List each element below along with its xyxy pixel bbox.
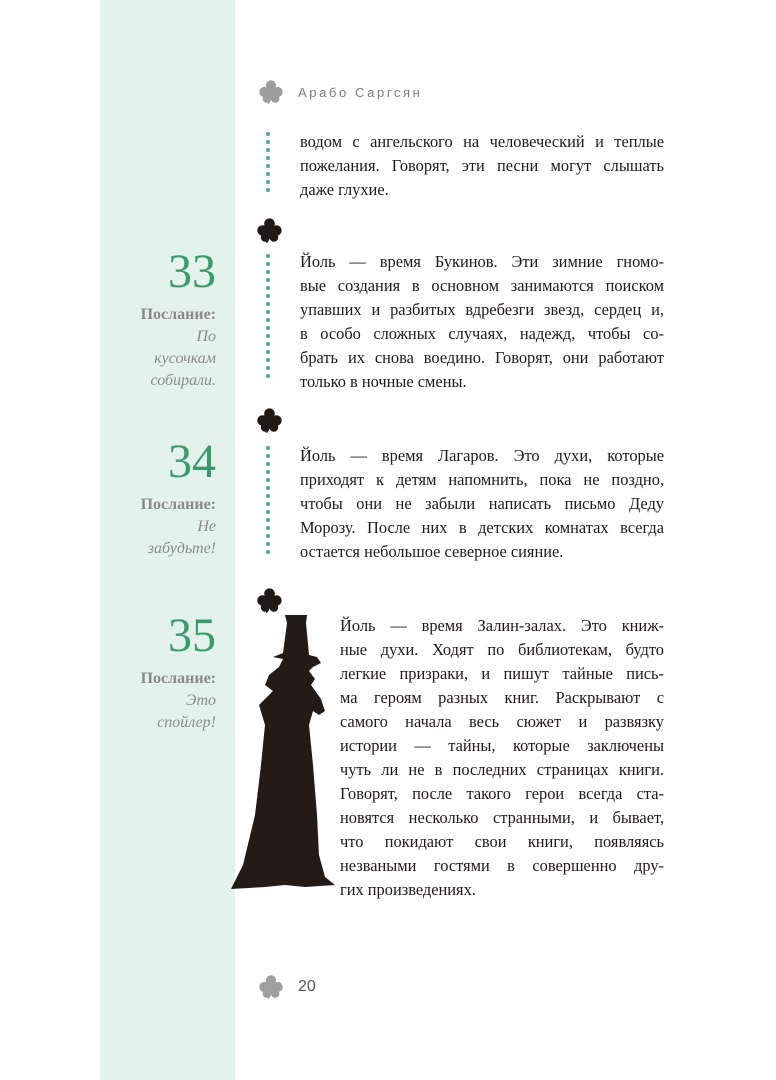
top-hat-spirit-silhouette bbox=[225, 615, 335, 890]
continuation-paragraph bbox=[300, 130, 664, 202]
entry-paragraph bbox=[300, 444, 664, 564]
text-line: брать их снова воедино. Говорят, они работают bbox=[300, 348, 664, 367]
text-line: легкие призраки, и пишут тайные пись- bbox=[340, 664, 664, 683]
author-name: Арабо Саргсян bbox=[298, 84, 423, 100]
page-number: 20 bbox=[298, 978, 316, 995]
message-text: Не bbox=[197, 518, 216, 535]
entry-paragraph bbox=[300, 250, 664, 394]
text-line: Йоль — время Залин-залах. Это книж- bbox=[340, 616, 664, 635]
text-line: даже глухие. bbox=[300, 180, 389, 199]
clover-icon bbox=[258, 80, 284, 104]
entry-message bbox=[106, 304, 216, 392]
entry-number: 35 bbox=[168, 609, 216, 662]
text-line: чтобы они не забыли написать письмо Деду bbox=[300, 494, 664, 513]
text-line: Йоль — время Букинов. Эти зимние гномо- bbox=[300, 252, 664, 271]
text-line: Йоль — время Лагаров. Это духи, которые bbox=[300, 446, 664, 465]
text-line: ные духи. Ходят по библиотекам, будто bbox=[340, 640, 664, 659]
entry-message bbox=[106, 494, 216, 560]
message-text: кусочкам bbox=[154, 350, 216, 367]
text-line: что покидают свои книги, появляясь bbox=[340, 832, 664, 851]
text-line: пожелания. Говорят, эти песни могут слышать bbox=[300, 156, 664, 175]
dotted-rule bbox=[266, 254, 270, 382]
text-line: Говорят, после такого герои всегда ста- bbox=[340, 784, 664, 803]
text-line: упавших и разбитых вдребезги звезд, сердец и, bbox=[300, 300, 664, 319]
message-text: Это bbox=[185, 692, 216, 709]
dotted-rule bbox=[266, 446, 270, 558]
text-line: только в ночные смены. bbox=[300, 372, 467, 391]
clover-icon bbox=[256, 588, 283, 613]
clover-icon bbox=[256, 408, 283, 433]
entry-number: 34 bbox=[168, 435, 216, 488]
text-line: остается небольшое северное сияние. bbox=[300, 542, 564, 561]
message-label: Послание: bbox=[140, 306, 216, 323]
text-line: чуть ли не в последних страницах книги. bbox=[340, 760, 664, 779]
text-line: новятся несколько странными, и бывает, bbox=[340, 808, 664, 827]
message-text: собирали. bbox=[150, 372, 216, 389]
entry-paragraph bbox=[340, 614, 664, 902]
message-label: Послание: bbox=[140, 496, 216, 513]
text-line: вые создания в основном занимаются поиском bbox=[300, 276, 664, 295]
text-line: водом с ангельского на человеческий и теплые bbox=[300, 132, 664, 151]
page-footer bbox=[258, 975, 316, 999]
running-header bbox=[258, 80, 422, 104]
clover-icon bbox=[256, 218, 283, 243]
message-text: спойлер! bbox=[157, 714, 216, 731]
clover-icon bbox=[258, 975, 284, 999]
text-line: Морозу. После них в детских комнатах всегда bbox=[300, 518, 664, 537]
text-line: истории — тайны, которые заключены bbox=[340, 736, 664, 755]
text-line: гих произведениях. bbox=[340, 880, 476, 899]
message-label: Послание: bbox=[140, 670, 216, 687]
text-line: в особо сложных случаях, надежд, чтобы со- bbox=[300, 324, 664, 343]
entry-number: 33 bbox=[168, 245, 216, 298]
text-line: незваными гостями в совершенно дру- bbox=[340, 856, 664, 875]
message-text: забудьте! bbox=[147, 540, 216, 557]
text-line: самого начала весь сюжет и развязку bbox=[340, 712, 664, 731]
text-line: ма героям разных книг. Раскрывают с bbox=[340, 688, 664, 707]
message-text: По bbox=[196, 328, 216, 345]
entry-message bbox=[106, 668, 216, 734]
dotted-rule bbox=[266, 132, 270, 196]
text-line: приходят к детям напомнить, пока не поздно, bbox=[300, 470, 664, 489]
